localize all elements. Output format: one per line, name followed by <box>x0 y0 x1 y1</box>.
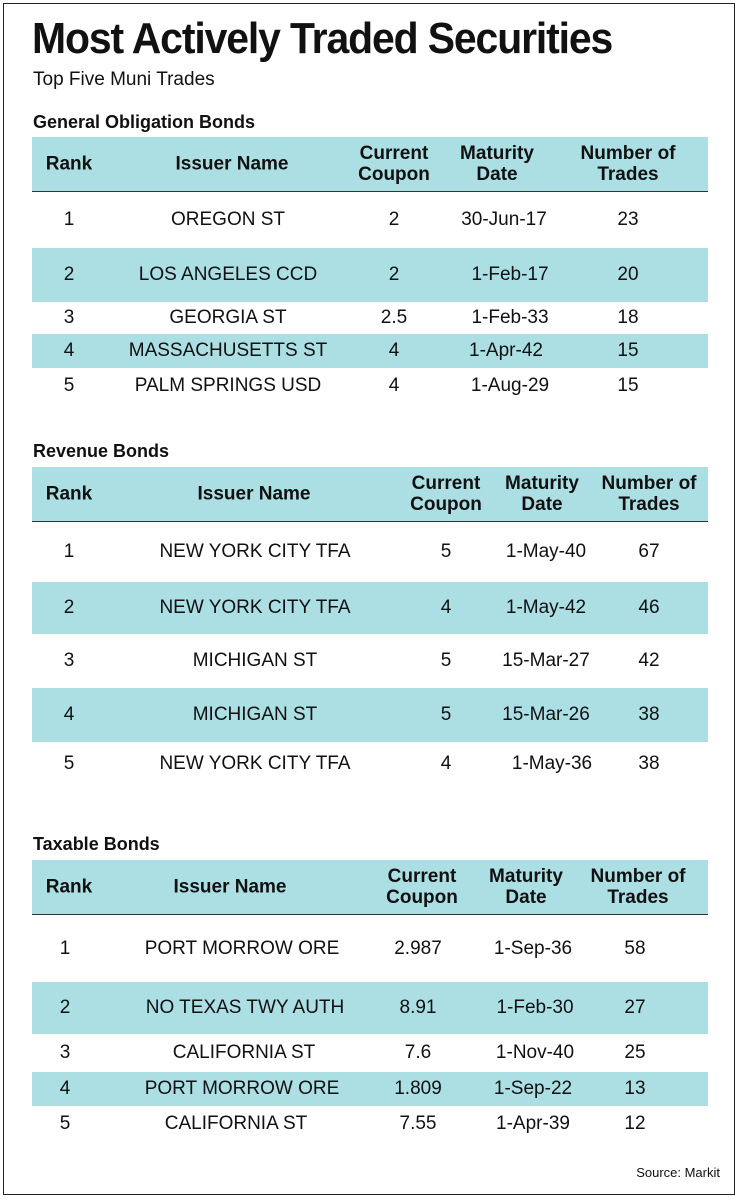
cell-coupon: 5 <box>440 650 452 671</box>
cell-coupon: 2 <box>388 264 400 285</box>
table-row <box>32 688 708 742</box>
cell-rank: 4 <box>63 704 75 725</box>
section-title-general-obligation: General Obligation Bonds <box>33 112 256 132</box>
cell-maturity: 1-Sep-22 <box>493 1078 573 1099</box>
cell-maturity: 1-Nov-40 <box>495 1042 575 1063</box>
page-subtitle: Top Five Muni Trades <box>33 69 215 90</box>
cell-trades: 38 <box>638 704 660 725</box>
cell-rank: 5 <box>63 375 75 396</box>
cell-issuer: OREGON ST <box>170 209 286 230</box>
cell-maturity: 15-Mar-26 <box>502 704 590 725</box>
table-row <box>32 915 708 982</box>
cell-maturity: 1-Sep-36 <box>493 937 573 959</box>
cell-issuer: MICHIGAN ST <box>192 704 318 725</box>
table-header <box>32 467 708 522</box>
header-trades: Number of Trades <box>590 866 686 908</box>
table-row <box>32 368 708 404</box>
cell-issuer: MASSACHUSETTS ST <box>128 340 328 361</box>
cell-rank: 1 <box>63 541 75 562</box>
cell-rank: 1 <box>63 209 75 230</box>
table-row <box>32 742 708 786</box>
cell-coupon: 4 <box>388 375 400 396</box>
table-revenue <box>32 467 708 786</box>
cell-rank: 5 <box>59 1113 71 1134</box>
header-issuer: Issuer Name <box>197 483 311 505</box>
table-row <box>32 1034 708 1072</box>
cell-trades: 58 <box>624 937 646 959</box>
cell-maturity: 1-Apr-39 <box>496 1113 570 1134</box>
cell-rank: 2 <box>63 264 75 285</box>
table-row <box>32 192 708 248</box>
cell-coupon: 2.5 <box>380 307 408 328</box>
cell-rank: 1 <box>59 937 71 959</box>
page-title: Most Actively Traded Securities <box>32 14 613 63</box>
source-note: Source: Markit <box>636 1165 720 1180</box>
cell-trades: 12 <box>624 1113 646 1134</box>
cell-rank: 4 <box>59 1078 71 1099</box>
cell-trades: 15 <box>617 375 639 396</box>
cell-trades: 27 <box>624 997 646 1018</box>
cell-coupon: 5 <box>440 541 452 562</box>
cell-trades: 18 <box>617 307 639 328</box>
cell-maturity: 1-Feb-30 <box>496 997 574 1018</box>
table-header <box>32 860 708 915</box>
section-title-taxable: Taxable Bonds <box>33 834 160 854</box>
cell-maturity: 1-Aug-29 <box>470 375 550 396</box>
cell-coupon: 4 <box>440 753 452 774</box>
cell-maturity: 1-Feb-17 <box>471 264 549 285</box>
cell-maturity: 30-Jun-17 <box>461 209 547 230</box>
cell-maturity: 15-Mar-27 <box>502 650 590 671</box>
cell-issuer: NEW YORK CITY TFA <box>159 753 351 774</box>
cell-trades: 25 <box>624 1042 646 1063</box>
header-rank: Rank <box>45 876 93 898</box>
cell-issuer: CALIFORNIA ST <box>164 1113 308 1134</box>
cell-coupon: 4 <box>440 597 452 618</box>
table-taxable <box>32 860 708 1142</box>
cell-issuer: MICHIGAN ST <box>192 650 318 671</box>
cell-issuer: PORT MORROW ORE <box>144 937 340 959</box>
table-row <box>32 1106 708 1142</box>
cell-maturity: 1-Feb-33 <box>471 307 549 328</box>
cell-maturity: 1-May-36 <box>511 753 593 774</box>
cell-coupon: 7.55 <box>399 1113 437 1134</box>
cell-coupon: 4 <box>388 340 400 361</box>
cell-rank: 5 <box>63 753 75 774</box>
table-row <box>32 334 708 368</box>
cell-maturity: 1-May-42 <box>505 597 587 618</box>
cell-rank: 4 <box>63 340 75 361</box>
cell-coupon: 7.6 <box>404 1042 432 1063</box>
cell-maturity: 1-May-40 <box>505 541 587 562</box>
cell-rank: 2 <box>63 597 75 618</box>
cell-issuer: GEORGIA ST <box>169 307 287 328</box>
cell-trades: 13 <box>624 1078 646 1099</box>
cell-issuer: CALIFORNIA ST <box>172 1042 316 1063</box>
table-row <box>32 1072 708 1106</box>
header-issuer: Issuer Name <box>173 876 287 898</box>
header-coupon: Current Coupon <box>358 143 430 185</box>
header-trades: Number of Trades <box>580 143 676 185</box>
cell-trades: 67 <box>638 541 660 562</box>
cell-issuer: PORT MORROW ORE <box>144 1078 340 1099</box>
cell-maturity: 1-Apr-42 <box>469 340 543 361</box>
table-row <box>32 302 708 334</box>
header-issuer: Issuer Name <box>175 153 289 175</box>
table-general-obligation <box>32 137 708 404</box>
cell-trades: 42 <box>638 650 660 671</box>
cell-coupon: 1.809 <box>394 1078 442 1099</box>
cell-rank: 3 <box>63 307 75 328</box>
cell-trades: 46 <box>638 597 660 618</box>
cell-issuer: PALM SPRINGS USD <box>134 375 322 396</box>
header-maturity: Maturity Date <box>460 143 534 185</box>
cell-issuer: LOS ANGELES CCD <box>138 264 318 285</box>
cell-rank: 3 <box>63 650 75 671</box>
cell-issuer: NO TEXAS TWY AUTH <box>145 997 345 1018</box>
table-row <box>32 634 708 688</box>
table-row <box>32 248 708 302</box>
cell-coupon: 2.987 <box>394 937 442 959</box>
cell-issuer: NEW YORK CITY TFA <box>159 597 351 618</box>
cell-trades: 23 <box>617 209 639 230</box>
cell-rank: 2 <box>59 997 71 1018</box>
header-maturity: Maturity Date <box>489 866 563 908</box>
header-coupon: Current Coupon <box>386 866 458 908</box>
header-rank: Rank <box>45 483 93 505</box>
cell-trades: 38 <box>638 753 660 774</box>
cell-trades: 20 <box>617 264 639 285</box>
cell-coupon: 2 <box>388 209 400 230</box>
cell-coupon: 5 <box>440 704 452 725</box>
cell-coupon: 8.91 <box>399 997 437 1018</box>
header-rank: Rank <box>45 153 93 175</box>
cell-trades: 15 <box>617 340 639 361</box>
header-coupon: Current Coupon <box>410 473 482 515</box>
table-row <box>32 582 708 634</box>
cell-issuer: NEW YORK CITY TFA <box>159 541 351 562</box>
cell-rank: 3 <box>59 1042 71 1063</box>
header-maturity: Maturity Date <box>505 473 579 515</box>
table-row <box>32 522 708 582</box>
table-header <box>32 137 708 192</box>
header-trades: Number of Trades <box>601 473 697 515</box>
table-row <box>32 982 708 1034</box>
section-title-revenue: Revenue Bonds <box>33 441 170 461</box>
